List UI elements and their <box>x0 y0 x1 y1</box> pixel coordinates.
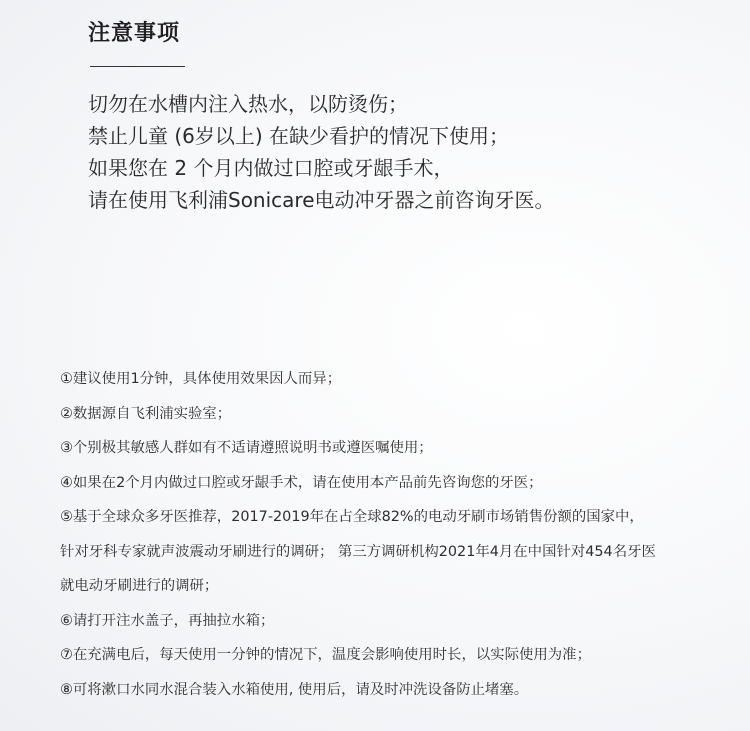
warning-item: 切勿在水槽内注入热水，以防烫伤； <box>88 92 408 116</box>
footnote-list <box>60 362 730 707</box>
footnote-item: ④如果在2个月内做过口腔或牙龈手术，请在使用本产品前先咨询您的牙医； <box>60 474 543 491</box>
footnote-item: ⑧可将漱口水同水混合装入水箱使用, 使用后，请及时冲洗设备防止堵塞。 <box>60 681 529 698</box>
warning-item: 请在使用飞利浦Sonicare电动冲牙器之前咨询牙医。 <box>88 188 555 212</box>
footnote-item: ②数据源自飞利浦实验室； <box>60 405 232 422</box>
footnote-item-continued: 就电动牙刷进行的调研； <box>60 578 219 594</box>
page-title: 注意事项 <box>88 21 181 46</box>
warning-item: 如果您在 2 个月内做过口腔或牙龈手术， <box>88 156 454 180</box>
footnote-item: ⑥请打开注水盖子，再抽拉水箱； <box>60 612 275 629</box>
footnote-item: ⑤基于全球众多牙医推荐，2017-2019年在占全球82%的电动牙刷市场销售份额的国家中， <box>60 509 644 525</box>
warning-item: 禁止儿童 (6岁以上) 在缺少看护的情况下使用； <box>88 124 510 148</box>
footnote-item-continued: 针对牙科专家就声波震动牙刷进行的调研； 第三方调研机构2021年4月在中国针对454名牙医 <box>60 543 656 560</box>
footnote-item: ⑦在充满电后，每天使用一分钟的情况下，温度会影响使用时长，以实际使用为准； <box>60 647 591 663</box>
footnote-item: ①建议使用1分钟，具体使用效果因人而异； <box>60 371 342 387</box>
title-underline <box>90 66 185 67</box>
warning-list <box>88 88 555 216</box>
footnote-item: ③个别极其敏感人群如有不适请遵照说明书或遵医嘱使用； <box>60 440 433 456</box>
